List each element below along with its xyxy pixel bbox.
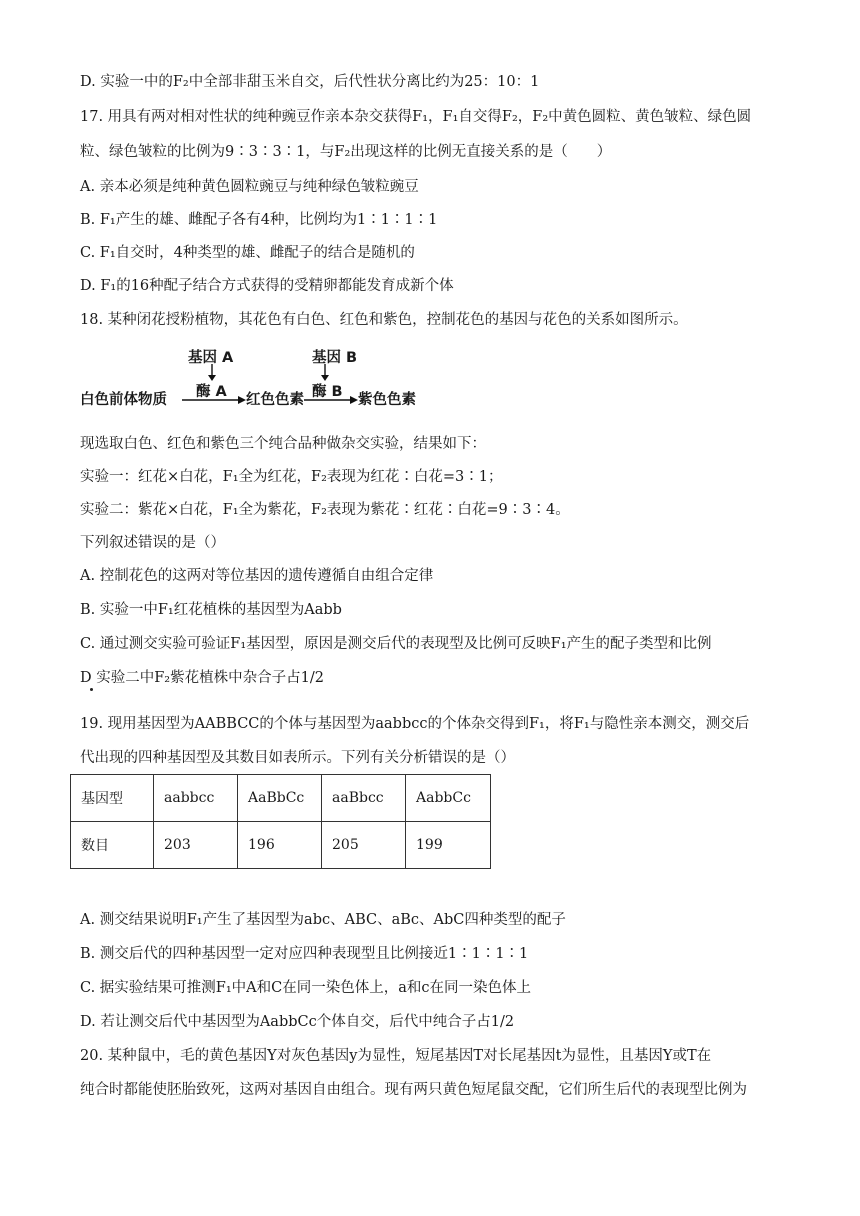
table-header-cell: AaBbCc <box>238 775 322 822</box>
table-cell: 205 <box>322 822 406 869</box>
q18-prompt: 下列叙述错误的是（） <box>80 535 225 551</box>
q17-option-d: D. F₁的16种配子结合方式获得的受精卵都能发育成新个体 <box>80 278 454 294</box>
enzyme-a-label: 酶 A <box>196 384 227 400</box>
q19-option-d: D. 若让测交后代中基因型为AabbCc个体自交，后代中纯合子占1/2 <box>80 1014 515 1030</box>
q18-option-b: B. 实验一中F₁红花植株的基因型为Aabb <box>80 602 342 618</box>
q17-option-a: A. 亲本必须是纯种黄色圆粒豌豆与纯种绿色皱粒豌豆 <box>80 179 419 195</box>
gene-b-label: 基因 B <box>312 350 358 366</box>
q17-option-b: B. F₁产生的雄、雌配子各有4种，比例均为1∶1∶1∶1 <box>80 212 438 228</box>
q18-option-c: C. 通过测交实验可验证F₁基因型，原因是测交后代的表现型及比例可反映F₁产生的配子类型和比例 <box>80 636 712 652</box>
q17-option-c: C. F₁自交时，4种类型的雄、雌配子的结合是随机的 <box>80 245 415 261</box>
table-cell: 203 <box>154 822 238 869</box>
table-row <box>71 775 491 822</box>
q20-stem-1: 20. 某种鼠中，毛的黄色基因Y对灰色基因y为显性，短尾基因T对长尾基因t为显性，且基因Y或T在 <box>80 1048 712 1064</box>
purple-pigment-label: 紫色色素 <box>358 392 416 408</box>
q19-option-c: C. 据实验结果可推测F₁中A和C在同一染色体上，a和c在同一染色体上 <box>80 980 531 996</box>
q20-stem-2: 纯合时都能使胚胎致死，这两对基因自由组合。现有两只黄色短尾鼠交配，它们所生后代的表现型比例为 <box>80 1082 747 1098</box>
table-cell: 199 <box>406 822 491 869</box>
enzyme-b-label: 酶 B <box>312 384 343 400</box>
q18-experiment-2: 实验二：紫花×白花，F₁全为紫花，F₂表现为紫花∶红花∶白花=9∶3∶4。 <box>80 502 570 518</box>
pathway-diagram <box>80 344 440 414</box>
q19-option-b: B. 测交后代的四种基因型一定对应四种表现型且比例接近1∶1∶1∶1 <box>80 946 529 962</box>
q19-stem-1: 19. 现用基因型为AABBCC的个体与基因型为aabbcc的个体杂交得到F₁，将F₁与隐性亲本测交，测交后 <box>80 716 750 732</box>
q18-stem: 18. 某种闭花授粉植物，其花色有白色、红色和紫色，控制花色的基因与花色的关系如图所示。 <box>80 312 688 328</box>
gene-a-label: 基因 A <box>188 350 234 366</box>
genotype-table <box>70 774 491 869</box>
q18-experiment-1: 实验一：红花×白花，F₁全为红花，F₂表现为红花∶白花=3∶1； <box>80 469 503 485</box>
q18-option-a: A. 控制花色的这两对等位基因的遗传遵循自由组合定律 <box>80 568 434 584</box>
table-row <box>71 822 491 869</box>
q19-option-a: A. 测交结果说明F₁产生了基因型为abc、ABC、aBc、AbC四种类型的配子 <box>80 912 566 928</box>
table-header-cell: AabbCc <box>406 775 491 822</box>
q19-stem-2: 代出现的四种基因型及其数目如表所示。下列有关分析错误的是（） <box>80 750 515 766</box>
table-header-cell: aabbcc <box>154 775 238 822</box>
table-cell: 数目 <box>71 822 154 869</box>
q16-option-d: D. 实验一中的F₂中全部非甜玉米自交，后代性状分离比约为25：10：1 <box>80 74 540 90</box>
table-header-cell: 基因型 <box>71 775 154 822</box>
q17-stem-1: 17. 用具有两对相对性状的纯种豌豆作亲本杂交获得F₁，F₁自交得F₂，F₂中黄色圆粒、黄色皱粒、绿色圆 <box>80 109 752 125</box>
q18-setup: 现选取白色、红色和紫色三个纯合品种做杂交实验，结果如下： <box>80 436 486 452</box>
white-precursor-label: 白色前体物质 <box>80 392 167 408</box>
q17-stem-2: 粒、绿色皱粒的比例为9∶3∶3∶1，与F₂出现这样的比例无直接关系的是（ ） <box>80 144 612 160</box>
red-pigment-label: 红色色素 <box>246 392 304 408</box>
table-cell: 196 <box>238 822 322 869</box>
q18-option-d: D 实验二中F₂紫花植株中杂合子占1/2 <box>80 670 324 686</box>
table-header-cell: aaBbcc <box>322 775 406 822</box>
punctuation-dot <box>90 688 93 691</box>
